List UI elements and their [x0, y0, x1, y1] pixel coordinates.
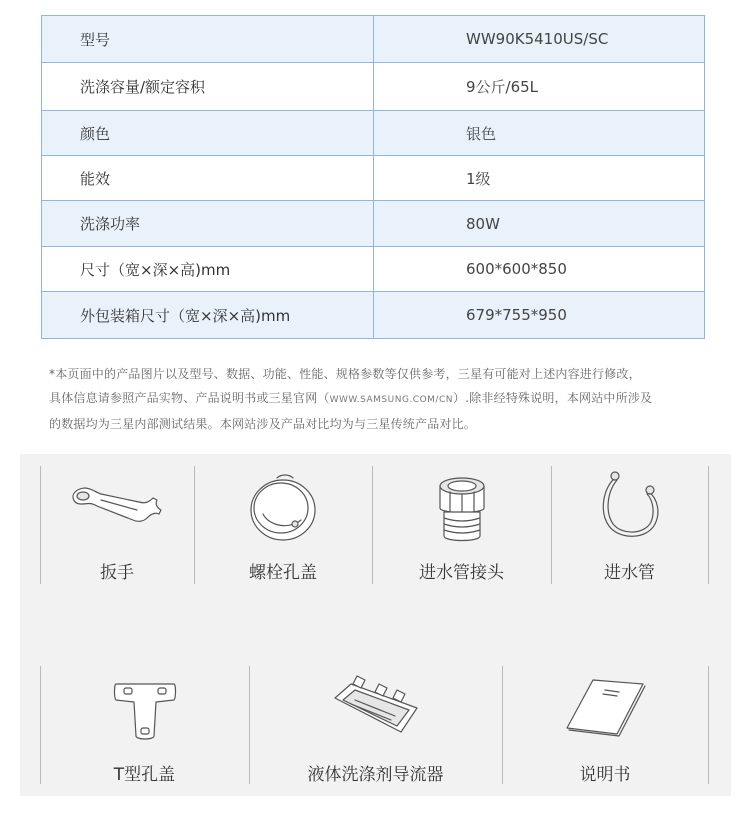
accessory-label: 说明书 [579, 765, 631, 785]
note-line [49, 386, 709, 412]
divider [708, 666, 709, 784]
inlet-hose-icon [595, 468, 665, 548]
accessory-wrench [40, 454, 194, 594]
accessory-detergent-guide [249, 654, 502, 794]
note-line: *本页面中的产品图片以及型号、数据、功能、性能、规格参数等仅供参考，三星有可能对上述内容进行修改， [49, 367, 641, 381]
accessory-bolt-hole-cap [194, 454, 372, 594]
accessory-label: 螺栓孔盖 [249, 563, 317, 583]
spec-value: 679*755*950 [374, 292, 705, 339]
divider [708, 466, 709, 584]
spec-value: 9公斤/65L [374, 63, 705, 111]
spec-label: 型号 [42, 16, 374, 63]
spec-value: 80W [374, 201, 705, 247]
accessory-label: 进水管 [604, 563, 655, 583]
spec-row-power [42, 201, 705, 247]
spec-table [41, 15, 705, 339]
spec-row-package-size [42, 292, 705, 339]
spec-label: 能效 [42, 156, 374, 201]
note-text: ）.除非经特殊说明，本网站中所涉及 [453, 391, 653, 405]
bolt-hole-cap-icon [243, 468, 323, 548]
samsung-url[interactable]: WWW.SAMSUNG.COM/CN [329, 395, 453, 405]
spec-row-color [42, 111, 705, 156]
note-line: 的数据均为三星内部测试结果。本网站涉及产品对比均为与三星传统产品对比。 [49, 417, 477, 431]
spec-row-size [42, 247, 705, 292]
accessory-inlet-connector [372, 454, 551, 594]
spec-value: 1级 [374, 156, 705, 201]
accessory-label: 液体洗涤剂导流器 [307, 765, 444, 785]
disclaimer-note [49, 362, 709, 436]
accessory-manual [502, 654, 708, 794]
t-cap-icon [110, 678, 180, 744]
manual-icon [563, 676, 647, 738]
spec-label: 尺寸（宽×深×高)mm [42, 247, 374, 292]
spec-row-capacity [42, 63, 705, 111]
spec-row-energy [42, 156, 705, 201]
inlet-connector-icon [432, 472, 492, 546]
spec-label: 洗涤容量/额定容积 [42, 63, 374, 111]
spec-value: 600*600*850 [374, 247, 705, 292]
wrench-icon [67, 476, 167, 528]
spec-label: 外包装箱尺寸（宽×深×高)mm [42, 292, 374, 339]
spec-value: 银色 [374, 111, 705, 156]
accessory-label: 进水管接头 [419, 563, 504, 583]
spec-row-model [42, 16, 705, 63]
spec-label: 洗涤功率 [42, 201, 374, 247]
accessories-panel [20, 454, 731, 796]
accessory-label: T型孔盖 [113, 765, 176, 785]
accessory-t-cap [40, 654, 249, 794]
detergent-guide-icon [331, 674, 421, 744]
spec-value: WW90K5410US/SC [374, 16, 705, 63]
note-text: 具体信息请参照产品实物、产品说明书或三星官网（ [49, 391, 330, 405]
spec-label: 颜色 [42, 111, 374, 156]
accessory-label: 扳手 [100, 563, 134, 583]
accessory-inlet-hose [551, 454, 708, 594]
